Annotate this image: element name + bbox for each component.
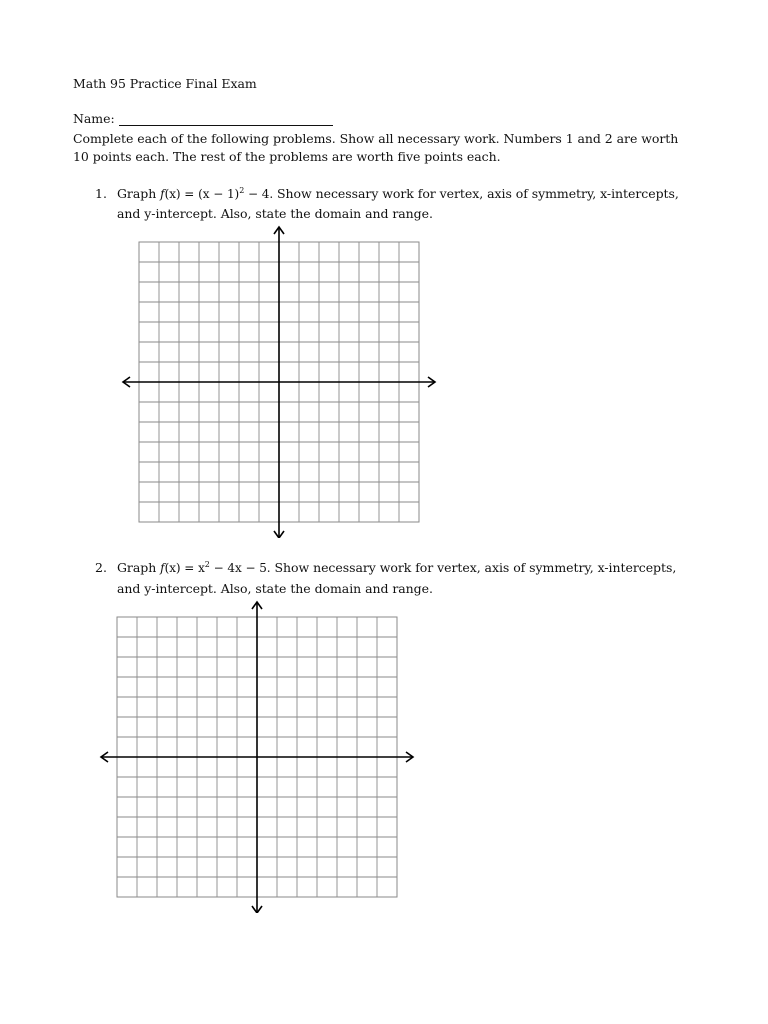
problem-1-number: 1. [95,186,107,201]
name-row [73,110,333,128]
problem-1-line-1 [117,185,679,203]
problem-1-exponent: 2 [239,186,245,195]
problem-2-lead: Graph [117,560,157,575]
problem-1-function-body: (x) = (x − 1) [164,187,240,201]
problem-2-graph-grid[interactable] [96,599,422,913]
problem-2-function-tail: − 4x − 5. [209,561,271,575]
problem-2-function-body: (x) = x [164,561,205,575]
name-label: Name: [73,111,115,126]
problem-1-line-2: and y-intercept. Also, state the domain and range. [117,206,433,221]
problem-2-number: 2. [95,560,107,575]
problem-2-instructions: Show necessary work for vertex, axis of symmetry, x-intercepts, [270,560,677,575]
problem-2-line-1 [117,559,676,577]
name-blank-line[interactable] [119,124,333,126]
problem-2-exponent: 2 [204,560,210,569]
instructions-line-2: 10 points each. The rest of the problems are worth five points each. [73,149,501,164]
problem-2-line-2: and y-intercept. Also, state the domain and range. [117,581,433,596]
exam-title: Math 95 Practice Final Exam [73,76,257,91]
problem-1-function-tail: − 4. [244,187,274,201]
problem-2-function-name: f [160,561,165,575]
problem-1-function-name: f [160,187,165,201]
instructions-line-1: Complete each of the following problems. Show all necessary work. Numbers 1 and 2 are worth [73,131,679,146]
problem-1-graph-grid[interactable] [118,224,444,538]
problem-1-lead: Graph [117,186,157,201]
problem-1-instructions: Show necessary work for vertex, axis of symmetry, x-intercepts, [273,186,679,201]
